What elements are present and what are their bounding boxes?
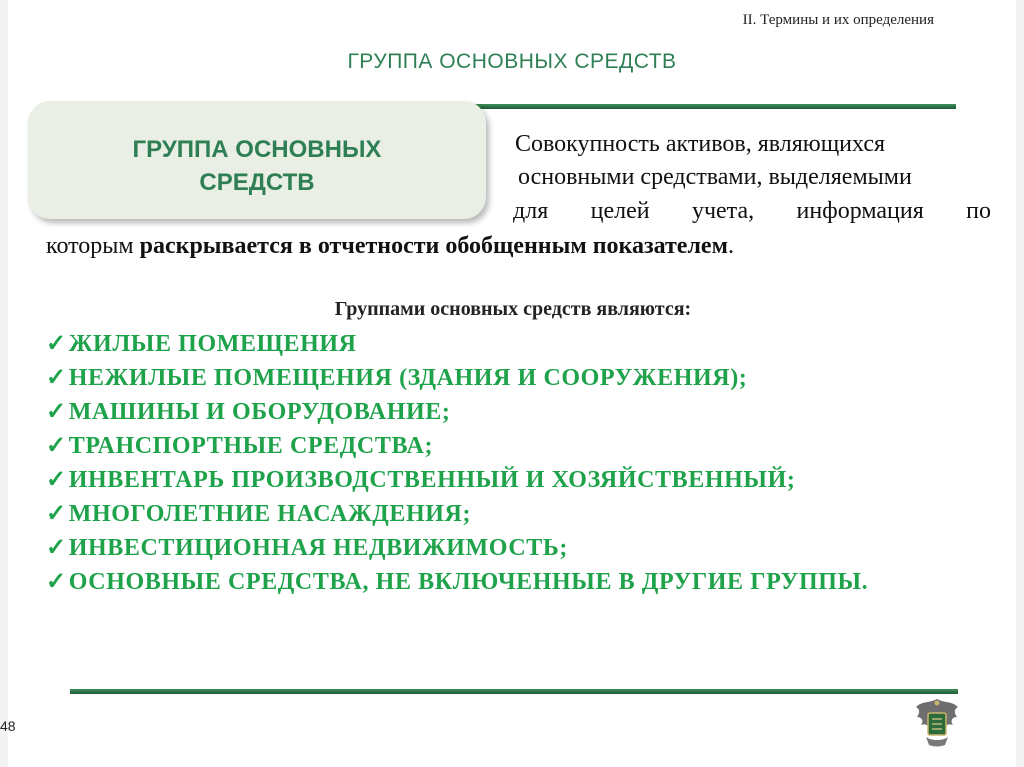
checkmark-icon: ✓	[46, 365, 67, 391]
list-item	[46, 361, 868, 395]
term-title-line2: СРЕДСТВ	[199, 169, 315, 196]
checkmark-icon: ✓	[46, 569, 67, 595]
definition-plain-text: которым	[46, 233, 140, 259]
list-item	[46, 463, 868, 497]
list-item	[46, 429, 868, 463]
checkmark-icon: ✓	[46, 331, 67, 357]
groups-list	[46, 327, 868, 599]
list-item-label: ИНВЕСТИЦИОННАЯ НЕДВИЖИМОСТЬ;	[68, 535, 568, 561]
checkmark-icon: ✓	[46, 467, 67, 493]
definition-line-2: основными средствами, выделяемыми	[518, 164, 912, 190]
definition-word: информация	[796, 198, 924, 224]
definition-word: по	[966, 198, 991, 224]
definition-line-3	[513, 198, 991, 225]
bottom-divider	[70, 689, 958, 694]
term-title	[28, 133, 486, 199]
checkmark-icon: ✓	[46, 433, 67, 459]
definition-word: для	[513, 198, 549, 224]
checkmark-icon: ✓	[46, 399, 67, 425]
list-item-label: МНОГОЛЕТНИЕ НАСАЖДЕНИЯ;	[68, 501, 472, 527]
definition-word: целей	[590, 198, 650, 224]
list-item	[46, 531, 868, 565]
definition-line-4	[46, 233, 734, 260]
list-item	[46, 497, 868, 531]
slide	[8, 0, 1016, 767]
list-item-label: ТРАНСПОРТНЫЕ СРЕДСТВА;	[68, 433, 434, 459]
list-item-label: НЕЖИЛЫЕ ПОМЕЩЕНИЯ (ЗДАНИЯ И СООРУЖЕНИЯ);	[68, 365, 748, 391]
list-item-label: ОСНОВНЫЕ СРЕДСТВА, НЕ ВКЛЮЧЕННЫЕ В ДРУГИЕ ГРУППЫ.	[68, 569, 869, 595]
definition-end: .	[727, 233, 734, 259]
checkmark-icon: ✓	[46, 535, 67, 561]
top-divider	[468, 104, 956, 109]
groups-heading	[8, 298, 1016, 321]
term-title-line1: ГРУППА ОСНОВНЫХ	[132, 136, 382, 163]
list-item	[46, 395, 868, 429]
list-item	[46, 565, 868, 599]
list-item-label: ЖИЛЫЕ ПОМЕЩЕНИЯ	[68, 331, 357, 357]
groups-heading-text: Группами основных средств являются:	[334, 298, 692, 320]
list-item-label: МАШИНЫ И ОБОРУДОВАНИЕ;	[68, 399, 451, 425]
list-item-label: ИНВЕНТАРЬ ПРОИЗВОДСТВЕННЫЙ И ХОЗЯЙСТВЕННЫЙ;	[68, 467, 796, 493]
section-label: II. Термины и их определения	[742, 12, 934, 28]
slide-title: ГРУППА ОСНОВНЫХ СРЕДСТВ	[347, 50, 677, 73]
definition-bold-text: раскрывается в отчетности обобщенным показателем	[139, 233, 728, 259]
definition-line-1: Совокупность активов, являющихся	[515, 131, 886, 157]
bank-emblem-icon	[912, 695, 962, 750]
checkmark-icon: ✓	[46, 501, 67, 527]
list-item	[46, 327, 868, 361]
page-number: 48	[0, 718, 16, 734]
definition-word: учета,	[691, 198, 755, 224]
